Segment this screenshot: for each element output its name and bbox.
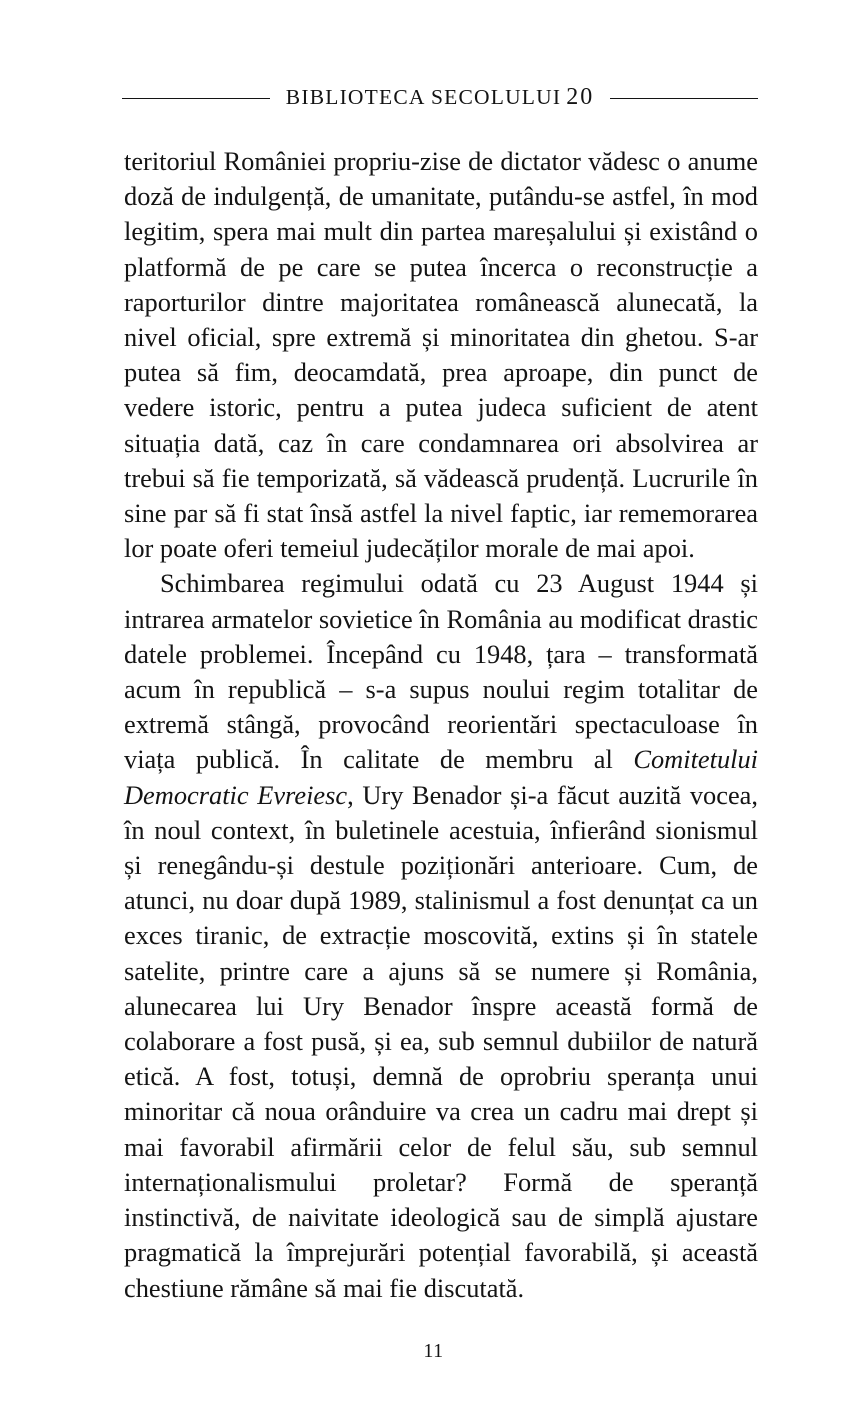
paragraph-2-segment-1: Schimbarea regimului odată cu 23 August 1944 și intrarea armatelor sovietice în România au modificat drastic datele problemei. Începând cu 1948, țara – transformată acum în republică – s-a supus noului regim totalitar de extremă stângă, provocând reorientări spectaculoase în viața publică. În calitate de membru al	[124, 568, 758, 775]
paragraph-2-italic-title: Comitetului Democratic Evreiesc	[124, 744, 758, 810]
running-head	[122, 82, 758, 112]
paragraph-1	[124, 144, 758, 566]
paragraph-1-text: teritoriul României propriu-zise de dictator vădesc o anume doză de indulgență, de umanitate, putându-se astfel, în mod legitim, spera mai mult din partea mareșalului și existând o platformă de pe care se putea încerca o reconstrucție a raporturilor dintre majoritatea românească alunecată, la nivel oficial, spre extremă și minoritatea din ghetou. S-ar putea să fim, deocamdată, prea aproape, din punct de vedere istoric, pentru a putea judeca suficient de atent situația dată, caz în care condamnarea ori absolvirea ar trebui să fie temporizată, să vădească prudență. Lucrurile în sine par să fi stat însă astfel la nivel faptic, iar rememorarea lor poate oferi temeiul judecăților morale de mai apoi.	[124, 146, 758, 564]
body-text-block	[124, 144, 758, 1306]
series-number-text: 20	[566, 83, 595, 110]
page-number: 11	[423, 1340, 444, 1362]
paragraph-2	[124, 566, 758, 1305]
running-head-title	[282, 84, 598, 111]
running-head-rule-left	[122, 98, 270, 99]
series-title-text: BIBLIOTECA SECOLULUI	[285, 84, 562, 109]
paragraph-2-segment-3: , Ury Benador și-a făcut auzită vocea, în noul context, în buletinele acestuia, înfierând sionismul și renegându-și destule poziționări anterioare. Cum, de atunci, nu doar după 1989, stalinismul a fost denunțat ca un exces tiranic, de extracție moscovită, extins și în statele satelite, printre care a ajuns să se numere și România, alunecarea lui Ury Benador înspre această formă de colaborare a fost pusă, și ea, sub semnul dubiilor de natură etică. A fost, totuși, demnă de oprobriu speranța unui minoritar că noua orânduire va crea un cadru mai drept și mai favorabil afirmării celor de felul său, sub semnul internaționalismului proletar? Formă de speranță instinctivă, de naivitate ideologică sau de simplă ajustare pragmatică la împrejurări potențial favorabilă, și această chestiune rămâne să mai fie discutată.	[124, 779, 758, 1303]
running-head-rule-right	[610, 98, 758, 99]
